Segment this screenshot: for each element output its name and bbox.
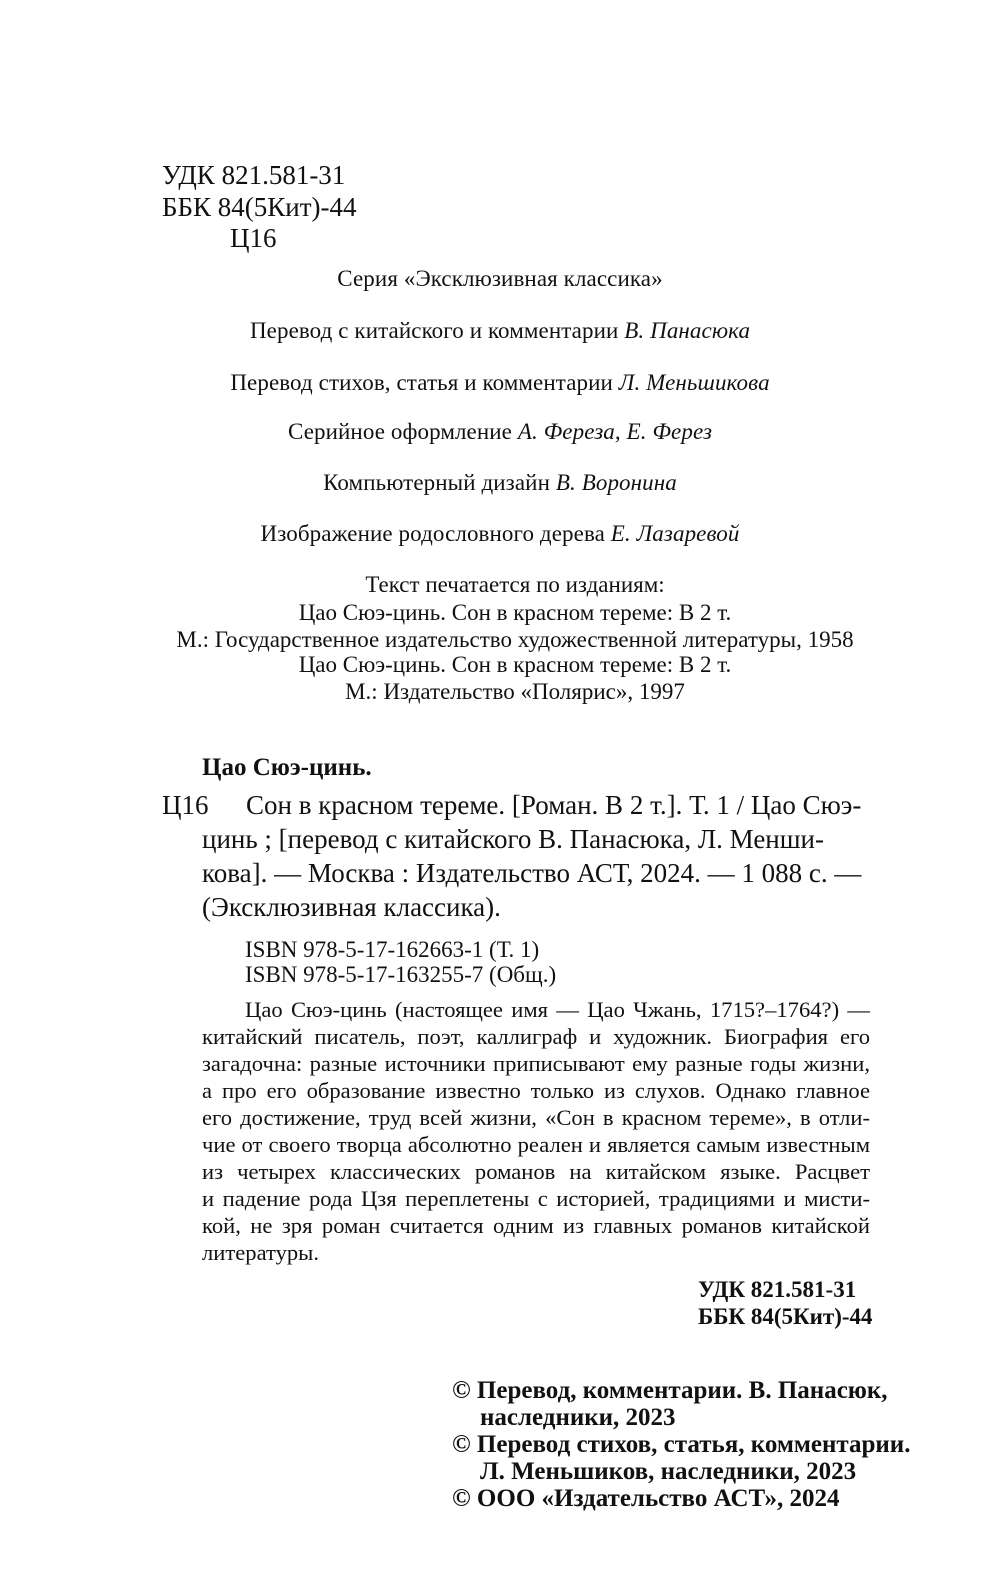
source-line-3: Цао Сюэ-цинь. Сон в красном тереме: В 2 т. xyxy=(298,652,732,677)
annotation-line-10: литературы. xyxy=(202,1240,320,1265)
tree-credit xyxy=(0,522,1000,545)
poems-label: Перевод стихов, статья и комментарии xyxy=(230,370,613,395)
source-line-2: М.: Государственное издательство художественной литературы, 1958 xyxy=(176,627,854,652)
series-design-credit xyxy=(0,420,1000,443)
copyright-poems-cont: Л. Меньшиков, наследники, 2023 xyxy=(480,1458,857,1485)
copyright-translation-cont: наследники, 2023 xyxy=(480,1404,676,1431)
annotation-line-6: чие от своего творца абсолютно реален и является самым известным xyxy=(202,1132,870,1157)
series-design-label: Серийное оформление xyxy=(287,419,512,444)
translation-name: В. Панасюка xyxy=(624,318,751,343)
sources-heading: Текст печатается по изданиям: xyxy=(365,572,665,597)
annotation-line-2: китайский писатель, поэт, каллиграф и художник. Биография его xyxy=(202,1024,870,1049)
annotation-line-3: загадочна: разные источники приписывают ему разные годы жизни, xyxy=(202,1051,870,1076)
computer-design-label: Компьютерный дизайн xyxy=(323,470,550,495)
isbn-volume: ISBN 978-5-17-162663-1 (Т. 1) xyxy=(245,937,540,962)
udk-code: УДК 821.581-31 xyxy=(162,160,346,190)
tree-name: Е. Лазаревой xyxy=(610,521,740,546)
copyright-translation: © Перевод, комментарии. В. Панасюк, xyxy=(452,1377,888,1404)
bib-line-3: кова]. — Москва : Издательство АСТ, 2024. — 1 088 с. — xyxy=(202,858,862,888)
translation-label: Перевод с китайского и комментарии xyxy=(249,318,619,343)
isbn-set: ISBN 978-5-17-163255-7 (Общ.) xyxy=(245,962,557,987)
computer-design-credit xyxy=(0,471,1000,494)
poems-credit xyxy=(0,371,1000,394)
copyright-poems: © Перевод стихов, статья, комментарии. xyxy=(452,1431,911,1458)
bbk-code: ББК 84(5Кит)-44 xyxy=(162,192,357,222)
poems-name: Л. Меньшикова xyxy=(618,370,770,395)
bib-line-2: цинь ; [перевод с китайского В. Панасюка, Л. Менши- xyxy=(202,824,824,854)
bib-line-1: Сон в красном тереме. [Роман. В 2 т.]. Т. 1 / Цао Сюэ- xyxy=(246,790,862,820)
source-line-1: Цао Сюэ-цинь. Сон в красном тереме: В 2 т. xyxy=(298,600,732,625)
computer-design-name: В. Воронина xyxy=(555,470,677,495)
footer-udk: УДК 821.581-31 xyxy=(698,1277,857,1302)
bib-line-4: (Эксклюзивная классика). xyxy=(202,892,501,922)
footer-bbk: ББК 84(5Кит)-44 xyxy=(698,1304,873,1329)
source-line-4: М.: Издательство «Полярис», 1997 xyxy=(345,679,685,704)
annotation-line-7: из четырех классических романов на китайском языке. Расцвет xyxy=(202,1159,870,1184)
annotation-line-5: его достижение, труд всей жизни, «Сон в красном тереме», в отли- xyxy=(202,1105,870,1130)
translation-credit xyxy=(0,319,1000,342)
copyright-publisher: © ООО «Издательство АСТ», 2024 xyxy=(452,1485,840,1512)
bib-mark: Ц16 xyxy=(162,790,209,820)
series-line: Серия «Эксклюзивная классика» xyxy=(337,266,663,291)
annotation-line-4: а про его образование известно только из слухов. Однако главное xyxy=(202,1078,870,1103)
author-mark: Ц16 xyxy=(230,223,277,253)
annotation-line-8: и падение рода Цзя переплетены с историей, традициями и мисти- xyxy=(202,1186,870,1211)
series-design-name: А. Фереза, Е. Ферез xyxy=(517,419,713,444)
tree-label: Изображение родословного дерева xyxy=(260,521,605,546)
bib-author: Цао Сюэ-цинь. xyxy=(202,754,372,781)
annotation-line-9: кой, не зря роман считается одним из главных романов китайской xyxy=(202,1213,870,1238)
annotation-line-1: Цао Сюэ-цинь (настоящее имя — Цао Чжань, 1715?–1764?) — xyxy=(245,997,870,1022)
